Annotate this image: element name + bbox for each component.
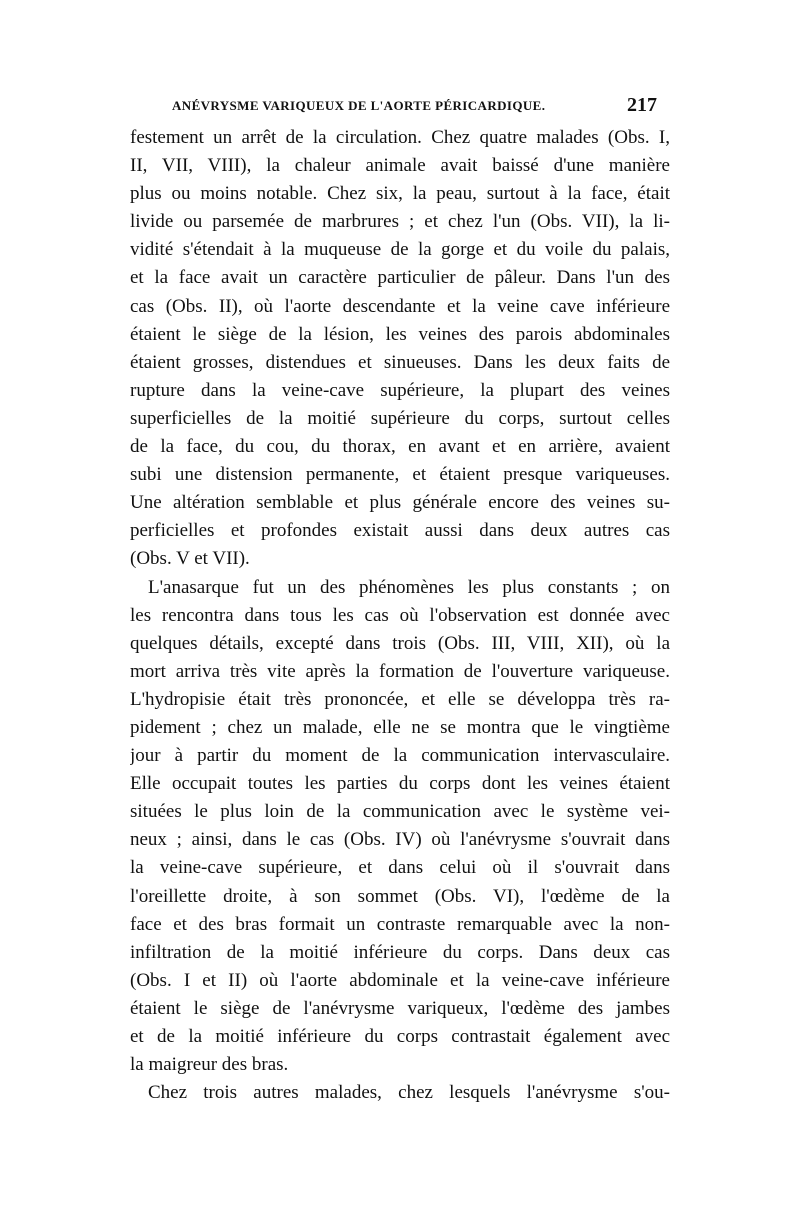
text-line: quelques détails, excepté dans trois (Obs. III, VIII, XII), où la (130, 632, 670, 654)
text-line: Elle occupait toutes les parties du corps dont les veines étaient (130, 773, 670, 795)
text-line: festement un arrêt de la circulation. Chez quatre malades (Obs. I, (130, 127, 670, 148)
text-line: l'oreillette droite, à son sommet (Obs. VI), l'œdème de la (130, 885, 670, 907)
text-line: Une altération semblable et plus générale encore des veines su- (130, 492, 670, 514)
paragraph-first-line: L'anasarque fut un des phénomènes les plus constants ; on (148, 576, 670, 598)
running-title: ANÉVRYSME VARIQUEUX DE L'AORTE PÉRICARDIQUE. (172, 98, 546, 113)
paragraph-end-line: (Obs. V et VII). (130, 548, 250, 570)
text-line: étaient le siège de l'anévrysme variqueux, l'œdème des jambes (130, 997, 670, 1019)
text-line: étaient grosses, distendues et sinueuses. Dans les deux faits de (130, 351, 670, 373)
text-line: pidement ; chez un malade, elle ne se montra que le vingtième (130, 716, 670, 738)
text-line: neux ; ainsi, dans le cas (Obs. IV) où l'anévrysme s'ouvrait dans (130, 829, 670, 851)
text-line: cas (Obs. II), où l'aorte descendante et la veine cave inférieure (130, 295, 670, 317)
paragraph-end-line: la maigreur des bras. (130, 1054, 289, 1076)
text-line: et la face avait un caractère particulier de pâleur. Dans l'un des (130, 267, 670, 289)
text-line: et de la moitié inférieure du corps contrastait également avec (130, 1026, 670, 1047)
text-line: étaient le siège de la lésion, les veines des parois abdominales (130, 323, 670, 345)
text-line: vidité s'étendait à la muqueuse de la gorge et du voile du palais, (130, 239, 670, 261)
text-line: superficielles de la moitié supérieure du corps, surtout celles (130, 407, 670, 429)
text-line: rupture dans la veine-cave supérieure, la plupart des veines (130, 379, 670, 401)
page-header (172, 94, 657, 118)
text-line: (Obs. I et II) où l'aorte abdominale et la veine-cave inférieure (130, 969, 670, 991)
text-line: livide ou parsemée de marbrures ; et chez l'un (Obs. VII), la li- (130, 211, 670, 233)
text-line: face et des bras formait un contraste remarquable avec la non- (130, 913, 670, 935)
text-line: plus ou moins notable. Chez six, la peau, surtout à la face, était (130, 183, 670, 205)
text-line: L'hydropisie était très prononcée, et elle se développa très ra- (130, 688, 670, 710)
body-text (130, 124, 670, 1107)
text-line: la veine-cave supérieure, et dans celui où il s'ouvrait dans (130, 857, 670, 879)
text-line: II, VII, VIII), la chaleur animale avait baissé d'une manière (130, 155, 670, 177)
text-line: les rencontra dans tous les cas où l'observation est donnée avec (130, 604, 670, 626)
text-line: de la face, du cou, du thorax, en avant et en arrière, avaient (130, 436, 670, 458)
page-number: 217 (627, 94, 657, 116)
text-line: jour à partir du moment de la communication intervasculaire. (130, 745, 670, 767)
text-line: subi une distension permanente, et étaient presque variqueuses. (130, 464, 670, 486)
text-line: mort arriva très vite après la formation de l'ouverture variqueuse. (130, 660, 670, 682)
paragraph-first-line: Chez trois autres malades, chez lesquels l'anévrysme s'ou- (148, 1082, 670, 1104)
text-line: situées le plus loin de la communication avec le système vei- (130, 801, 670, 823)
text-line: perficielles et profondes existait aussi dans deux autres cas (130, 520, 670, 542)
text-line: infiltration de la moitié inférieure du corps. Dans deux cas (130, 941, 670, 963)
